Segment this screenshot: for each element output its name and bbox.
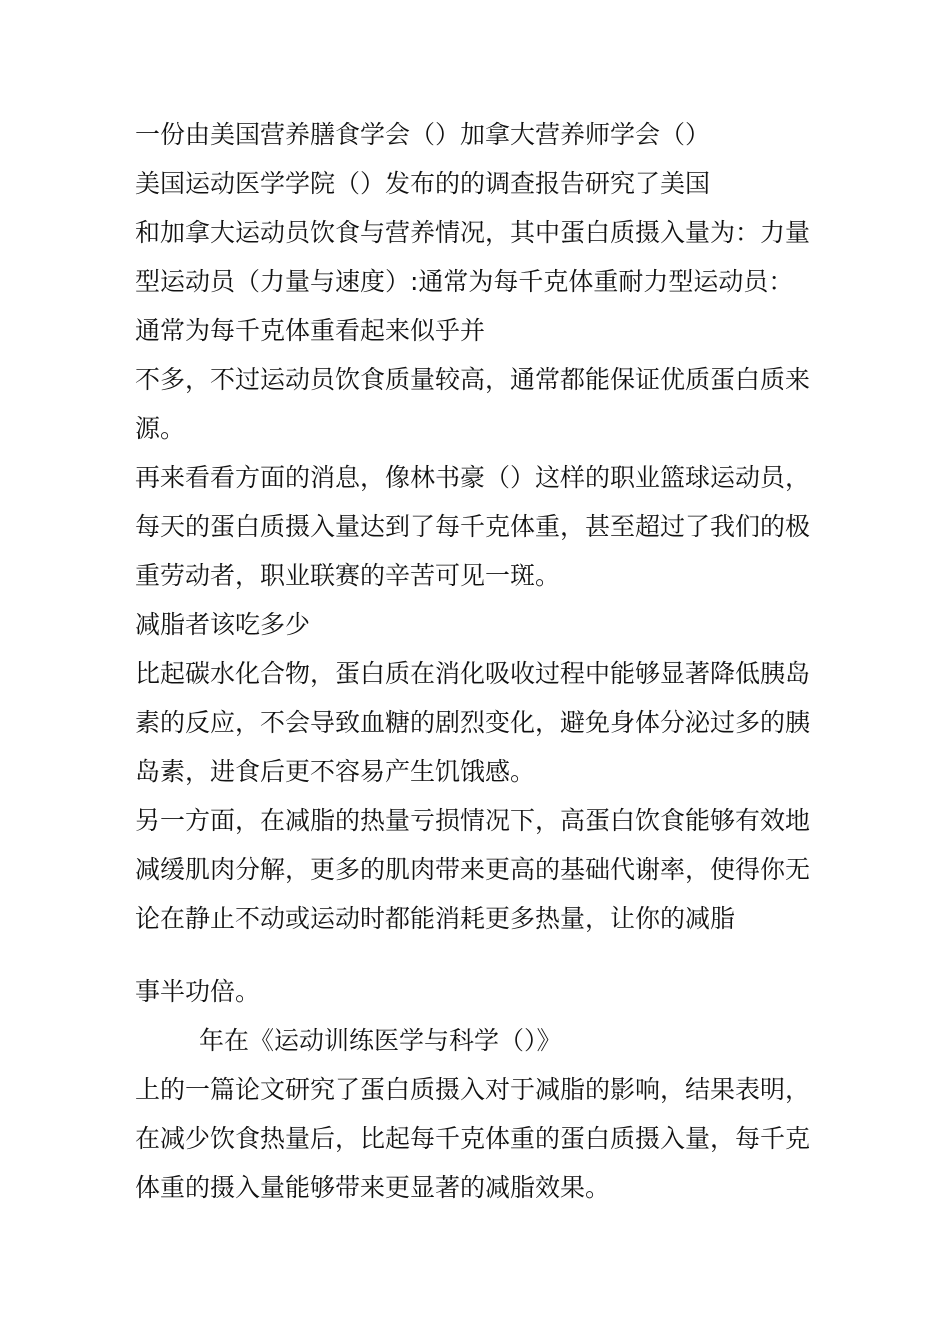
text-line: 减缓肌肉分解，更多的肌肉带来更高的基础代谢率，使得你无 <box>135 855 811 884</box>
text-line: 另一方面，在减脂的热量亏损情况下，高蛋白饮食能够有效地 <box>135 806 811 835</box>
text-line: 型运动员（力量与速度）:通常为每千克体重耐力型运动员： <box>135 267 794 296</box>
text-line: 源。 <box>135 414 186 443</box>
text-line: 上的一篇论文研究了蛋白质摄入对于减脂的影响，结果表明， <box>135 1075 811 1104</box>
text-line: 一份由美国营养膳食学会（）加拿大营养师学会（） <box>135 120 711 149</box>
text-line: 比起碳水化合物，蛋白质在消化吸收过程中能够显著降低胰岛 <box>135 659 811 688</box>
section-heading: 减脂者该吃多少 <box>135 610 311 639</box>
document-body <box>135 110 835 1212</box>
text-line: 素的反应，不会导致血糖的剧烈变化，避免身体分泌过多的胰 <box>135 708 811 737</box>
text-line: 体重的摄入量能够带来更显著的减脂效果。 <box>135 1173 611 1202</box>
paragraph-gap <box>135 943 835 967</box>
text-line: 和加拿大运动员饮食与营养情况，其中蛋白质摄入量为：力量 <box>135 218 811 247</box>
text-line: 再来看看方面的消息，像林书豪（）这样的职业篮球运动员， <box>135 463 811 492</box>
text-line: 美国运动医学学院（）发布的的调查报告研究了美国 <box>135 169 711 198</box>
text-line: 岛素，进食后更不容易产生饥饿感。 <box>135 757 536 786</box>
text-line: 事半功倍。 <box>135 977 261 1006</box>
text-line: 不多，不过运动员饮食质量较高，通常都能保证优质蛋白质来 <box>135 365 811 394</box>
text-line: 论在静止不动或运动时都能消耗更多热量，让你的减脂 <box>135 904 736 933</box>
text-line: 在减少饮食热量后，比起每千克体重的蛋白质摄入量，每千克 <box>135 1124 811 1153</box>
text-line: 通常为每千克体重看起来似乎并 <box>135 316 486 345</box>
text-line-indented: 年在《运动训练医学与科学（）》 <box>199 1026 562 1055</box>
text-line: 重劳动者，职业联赛的辛苦可见一斑。 <box>135 561 561 590</box>
text-line: 每天的蛋白质摄入量达到了每千克体重，甚至超过了我们的极 <box>135 512 811 541</box>
